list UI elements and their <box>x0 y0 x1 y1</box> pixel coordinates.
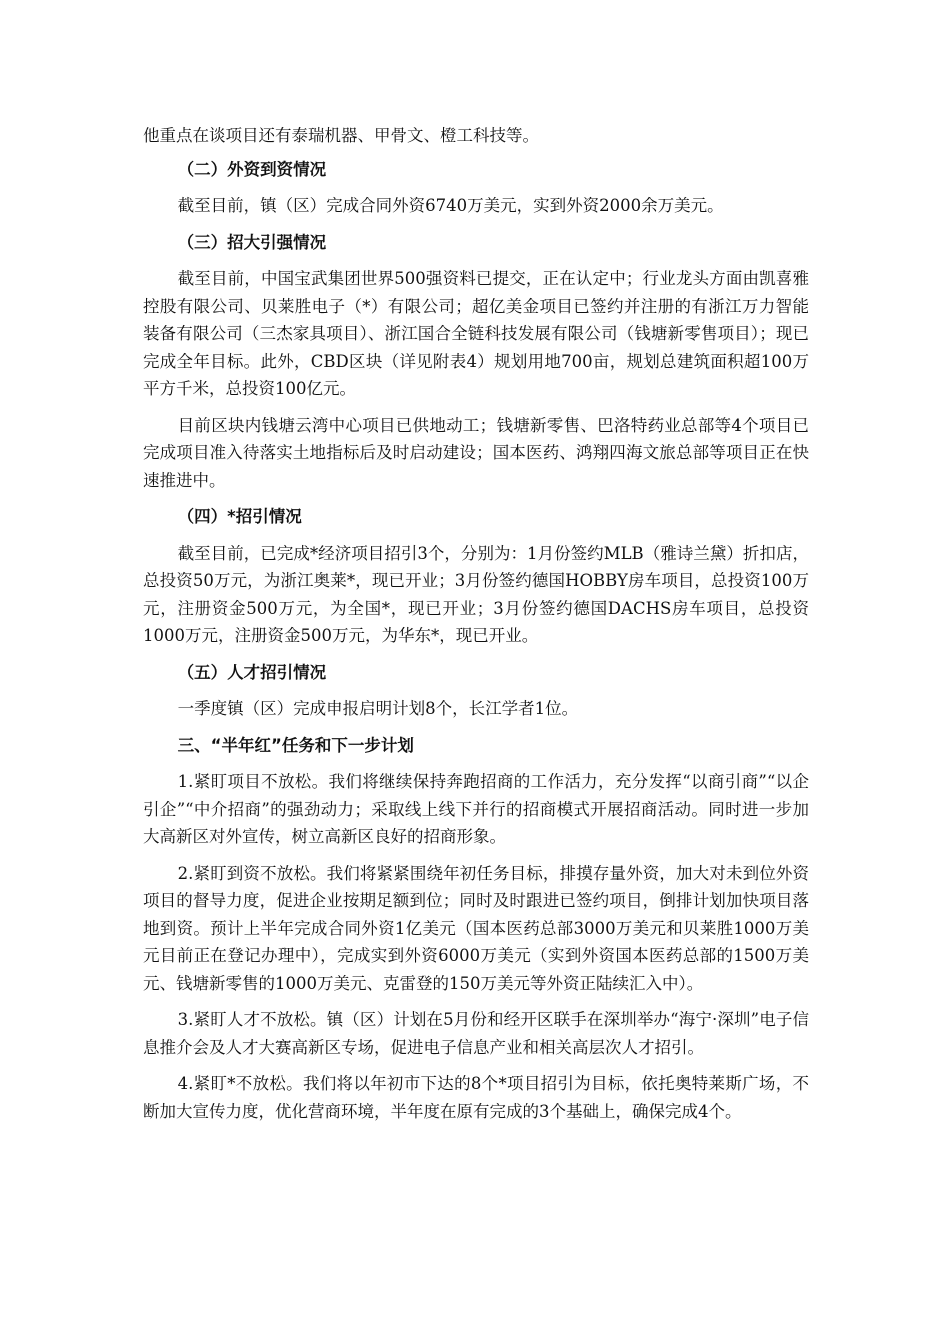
paragraph-major-investment: 截至目前，中国宝武集团世界500强资料已提交，正在认定中；行业龙头方面由凯喜雅控股有限公司、贝莱胜电子（*）有限公司；超亿美金项目已签约并注册的有浙江万力智能装备有限公司（三杰家具项目）、浙江国合全链科技发展有限公司（钱塘新零售项目）；现已完成全年目标。此外，CBD区块（详见附表4）规划用地700亩，规划总建筑面积超100万平方千米，总投资100亿元。 <box>143 269 809 398</box>
section-heading-talent: （五）人才招引情况 <box>177 662 327 682</box>
section-heading-major-investment: （三）招大引强情况 <box>177 232 327 252</box>
paragraph-plan-item-3: 3.紧盯人才不放松。镇（区）计划在5月份和经开区联手在深圳举办“海宁·深圳”电子信息推介会及人才大赛高新区专场，促进电子信息产业和相关高层次人才招引。 <box>143 1010 809 1057</box>
paragraph-talent: 一季度镇（区）完成申报启明计划8个，长江学者1位。 <box>177 699 579 718</box>
paragraph-plan-item-4: 4.紧盯*不放松。我们将以年初市下达的8个*项目招引为目标，依托奥特莱斯广场，不断加大宣传力度，优化营商环境，半年度在原有完成的3个基础上，确保完成4个。 <box>143 1074 809 1121</box>
section-heading-foreign-capital: （二）外资到资情况 <box>177 159 327 179</box>
paragraph-plan-item-2: 2.紧盯到资不放松。我们将紧紧围绕年初任务目标，排摸存量外资，加大对未到位外资项目的督导力度，促进企业按期足额到位；同时及时跟进已签约项目，倒排计划加快项目落地到资。预计上半年完成合同外资1亿美元（国本医药总部3000万美元和贝莱胜1000万美元目前正在登记办理中），完成实到外资6000万美元（实到外资国本医药总部的1500万美元、钱塘新零售的1000万美元、克雷登的150万美元等外资正陆续汇入中）。 <box>143 863 809 993</box>
section-heading-attraction: （四）*招引情况 <box>177 507 302 526</box>
paragraph-block-projects: 目前区块内钱塘云湾中心项目已供地动工；钱塘新零售、巴洛特药业总部等4个项目已完成项目准入待落实土地指标后及时启动建设；国本医药、鸿翔四海文旅总部等项目正在快速推进中。 <box>143 415 809 490</box>
continued-paragraph: 他重点在谈项目还有泰瑞机器、甲骨文、橙工科技等。 <box>143 126 539 145</box>
paragraph-plan-item-1: 1.紧盯项目不放松。我们将继续保持奔跑招商的工作活力，充分发挥“以商引商”“以企引企”“中介招商”的强劲动力；采取线上线下并行的招商模式开展招商活动。同时进一步加大高新区对外宣传，树立高新区良好的招商形象。 <box>143 772 809 846</box>
section-heading-plan: 三、“半年红”任务和下一步计划 <box>177 735 414 755</box>
paragraph-foreign-capital: 截至目前，镇（区）完成合同外资6740万美元，实到外资2000余万美元。 <box>177 196 724 215</box>
document-body <box>143 122 809 1134</box>
paragraph-attraction: 截至目前，已完成*经济项目招引3个，分别为：1月份签约MLB（雅诗兰黛）折扣店，总投资50万元，为浙江奥莱*，现已开业；3月份签约德国HOBBY房车项目，总投资100万元，注册资金500万元，为全国*，现已开业；3月份签约德国DACHS房车项目，总投资1000万元，注册资金500万元，为华东*，现已开业。 <box>143 543 809 645</box>
